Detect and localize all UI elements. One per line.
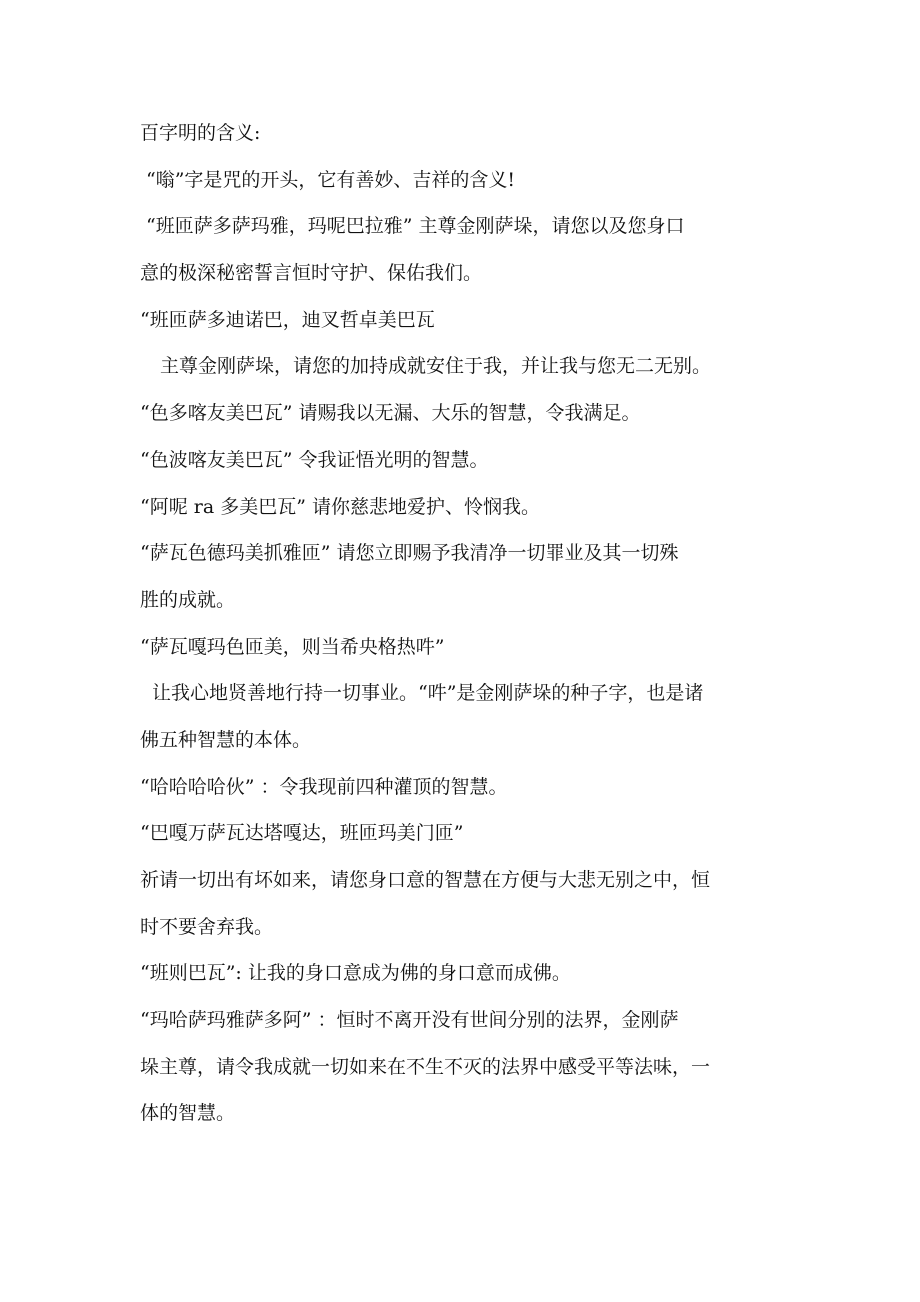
text-line: 意的极深秘密誓言恒时守护、保佑我们。 xyxy=(140,262,483,285)
text-line: 祈请一切出有坏如来，请您身口意的智慧在方便与大悲无别之中，恒 xyxy=(140,869,711,891)
text-line: 垛主尊，请令我成就一切如来在不生不灭的法界中感受平等法味，一 xyxy=(140,1055,711,1078)
text-line: “玛哈萨玛雅萨多阿” ：恒时不离开没有世间分别的法界，金刚萨 xyxy=(140,1009,679,1032)
text-line: 时不要舍弃我。 xyxy=(140,915,274,938)
text-line: “哈哈哈哈伙” ：令我现前四种灌顶的智慧。 xyxy=(140,775,508,798)
text-line: “阿呢 ra 多美巴瓦” 请你慈悲地爱护、怜悯我。 xyxy=(140,495,540,518)
text-line: “色多喀友美巴瓦” 请赐我以无漏、大乐的智慧，令我满足。 xyxy=(140,402,641,425)
text-line: 佛五种智慧的本体。 xyxy=(140,728,312,751)
text-line: “嗡”字是咒的开头，它有善妙、吉祥的含义! xyxy=(146,168,516,191)
text-line: 体的智慧。 xyxy=(140,1102,236,1125)
text-line: 胜的成就。 xyxy=(140,588,236,611)
text-line: “巴嘎万萨瓦达塔嘎达，班匝玛美门匝” xyxy=(140,822,464,845)
document-body xyxy=(140,121,790,1148)
text-line: 让我心地贤善地行持一切事业。“吽”是金刚萨垛的种子字，也是诸 xyxy=(152,682,704,705)
text-line: 主尊金刚萨垛，请您的加持成就安住于我，并让我与您无二无别。 xyxy=(160,355,712,378)
text-line: “色波喀友美巴瓦” 令我证悟光明的智慧。 xyxy=(140,448,489,471)
text-line: “班匝萨多迪诺巴，迪叉哲卓美巴瓦 xyxy=(140,308,435,331)
text-line: “班则巴瓦”: 让我的身口意成为佛的身口意而成佛。 xyxy=(140,962,571,985)
text-line: “班匝萨多萨玛雅，玛呢巴拉雅” 主尊金刚萨垛，请您以及您身口 xyxy=(146,215,685,238)
heading-line: 百字明的含义: xyxy=(140,122,261,144)
text-line: “萨瓦色德玛美抓雅匝” 请您立即赐予我清净一切罪业及其一切殊 xyxy=(140,542,679,565)
text-line: “萨瓦嘎玛色匝美，则当希央格热吽” xyxy=(140,635,445,658)
